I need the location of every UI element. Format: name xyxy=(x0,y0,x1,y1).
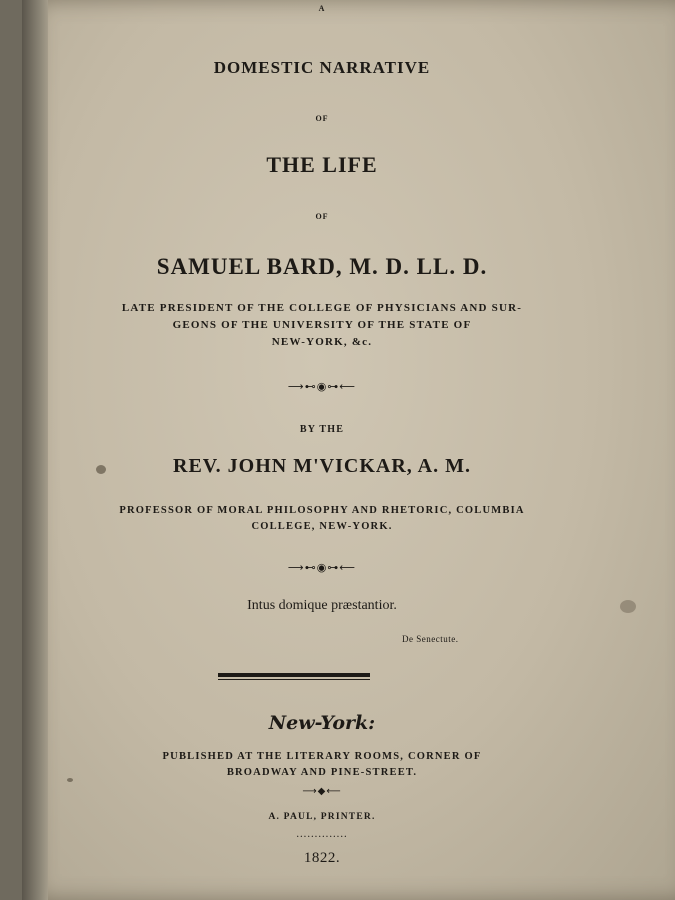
title-the-life: THE LIFE xyxy=(266,152,378,177)
subject-role-line-3: NEW-YORK, &c. xyxy=(271,336,373,348)
foxing-spot xyxy=(96,465,106,474)
subject-role-line-2: GEONS OF THE UNIVERSITY OF THE STATE OF xyxy=(172,319,472,331)
motto: Intus domique præstantior. xyxy=(247,598,397,613)
double-rule xyxy=(218,673,370,680)
title-of-1: OF xyxy=(315,114,329,123)
subject-role-line-1: LATE PRESIDENT OF THE COLLEGE OF PHYSICIANS AND SUR- xyxy=(121,302,523,314)
book-spine-shadow xyxy=(22,0,48,900)
motto-source: De Senectute. xyxy=(402,634,459,644)
ornament-3: ⟶◆⟵ xyxy=(302,786,342,797)
year: 1822. xyxy=(303,850,341,866)
printer: A. PAUL, PRINTER. xyxy=(268,812,376,822)
imprint-place: New-York: xyxy=(268,712,376,734)
author-role-line-1: PROFESSOR OF MORAL PHILOSOPHY AND RHETORIC, COLUMBIA xyxy=(119,505,525,516)
dot-row: ·············· xyxy=(296,832,348,841)
subject-name: SAMUEL BARD, M. D. LL. D. xyxy=(156,254,488,279)
foxing-spot xyxy=(67,778,73,782)
publisher-line-1: PUBLISHED AT THE LITERARY ROOMS, CORNER OF xyxy=(162,751,482,762)
ornament-1: ⟶⊷◉⊶⟵ xyxy=(287,380,357,393)
article-a: A xyxy=(318,4,326,13)
ornament-2: ⟶⊷◉⊶⟵ xyxy=(287,561,357,574)
author-name: REV. JOHN M'VICKAR, A. M. xyxy=(173,455,471,477)
title-of-2: OF xyxy=(315,212,329,221)
title-domestic-narrative: DOMESTIC NARRATIVE xyxy=(213,58,431,77)
foxing-spot xyxy=(620,600,636,613)
publisher-line-2: BROADWAY AND PINE-STREET. xyxy=(226,767,418,778)
author-role-line-2: COLLEGE, NEW-YORK. xyxy=(251,521,393,532)
title-page xyxy=(22,0,675,900)
by-the: BY THE xyxy=(299,424,345,435)
